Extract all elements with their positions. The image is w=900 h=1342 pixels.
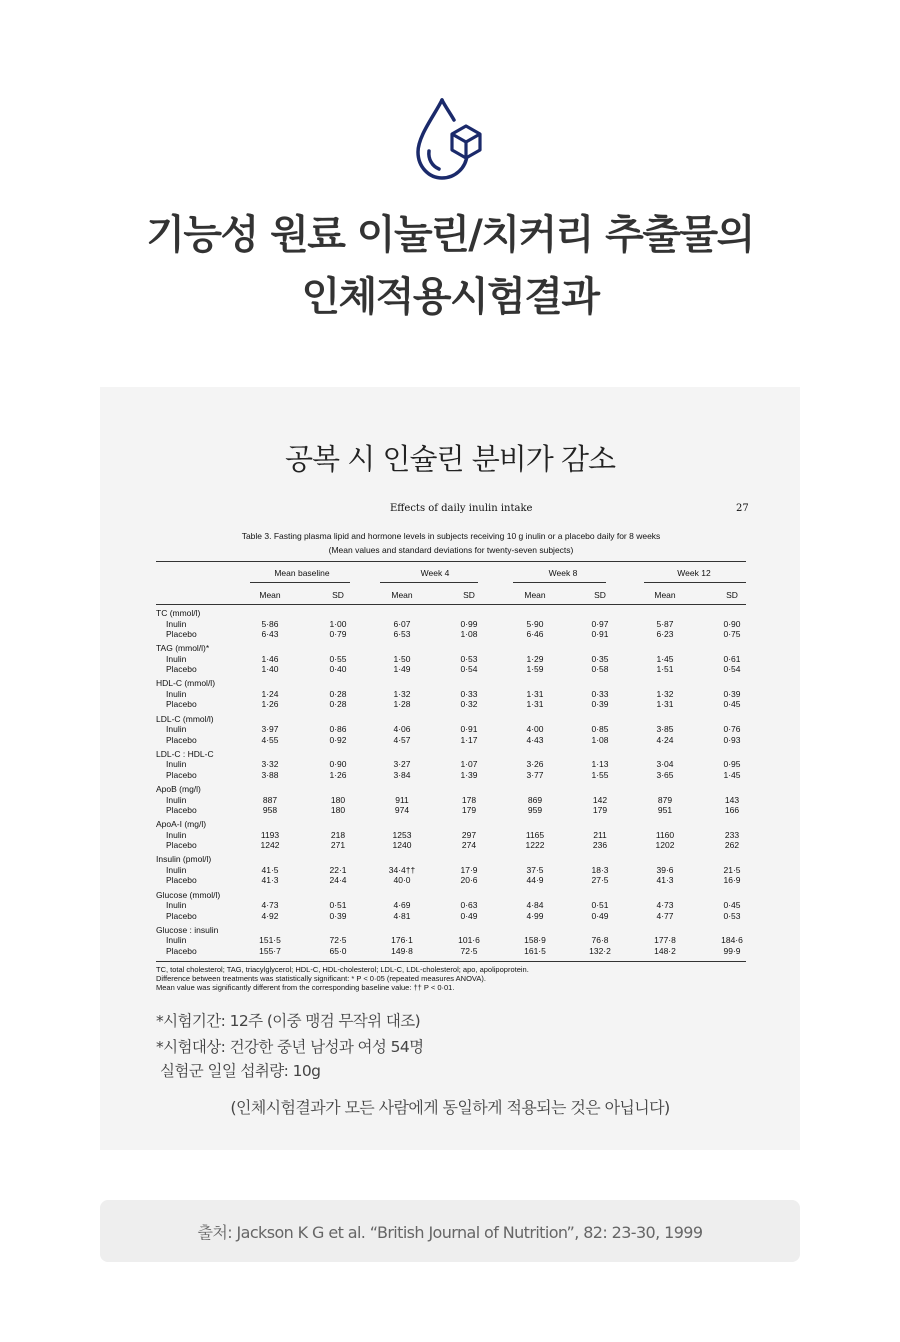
table-cell: 1·31 xyxy=(526,688,544,699)
row-label: Placebo xyxy=(166,840,197,851)
table-cell: 1·31 xyxy=(656,699,674,710)
table-cell: 0·51 xyxy=(591,900,609,911)
table-cell: 0·90 xyxy=(329,759,347,770)
table-cell: 1·40 xyxy=(261,664,279,675)
row-group-label: ApoA-I (mg/l) xyxy=(156,819,207,830)
table-cell: 4·81 xyxy=(393,910,411,921)
table-cell: 869 xyxy=(527,794,543,805)
table-cell: 1·26 xyxy=(329,769,347,780)
table-cell: 0·85 xyxy=(591,724,609,735)
row-group-label: TAG (mmol/l)* xyxy=(156,643,210,654)
table-cell: 4·69 xyxy=(393,900,411,911)
table-cell: 16·9 xyxy=(723,875,741,886)
table-cell: 1·17 xyxy=(460,734,478,745)
table-cell: 0·91 xyxy=(460,724,478,735)
footnote: Mean value was significantly different from the corresponding baseline value: †† P < 0·01. xyxy=(156,983,455,992)
row-label: Inulin xyxy=(166,653,187,664)
table-cell: 3·84 xyxy=(393,769,411,780)
group-header: Week 4 xyxy=(420,568,450,578)
row-label: Inulin xyxy=(166,935,187,946)
table-bottom-rule xyxy=(156,961,746,962)
table-cell: 0·39 xyxy=(329,910,347,921)
group-header: Week 8 xyxy=(548,568,578,578)
column-header: SD xyxy=(594,590,606,600)
row-group-label: Insulin (pmol/l) xyxy=(156,854,212,865)
paper-running-header: Effects of daily inulin intake xyxy=(390,503,533,514)
row-group-label: ApoB (mg/l) xyxy=(156,784,201,794)
table-cell: 0·28 xyxy=(329,688,347,699)
table-cell: 39·6 xyxy=(656,864,674,875)
table-cell: 0·90 xyxy=(723,618,741,629)
table-cell: 4·00 xyxy=(526,724,544,735)
table-cell: 1·49 xyxy=(393,664,411,675)
table-cell: 4·77 xyxy=(656,910,674,921)
row-label: Placebo xyxy=(166,875,197,886)
table-cell: 3·26 xyxy=(526,759,544,770)
table-cell: 4·84 xyxy=(526,900,544,911)
table-cell: 0·55 xyxy=(329,653,347,664)
source-box xyxy=(100,1200,800,1262)
group-rule xyxy=(380,582,478,583)
table-cell: 177·8 xyxy=(654,935,676,946)
table-cell: 151·5 xyxy=(259,935,281,946)
table-cell: 1·55 xyxy=(591,769,609,780)
table-cell: 233 xyxy=(724,829,740,840)
row-label: Placebo xyxy=(166,699,197,710)
table-cell: 4·73 xyxy=(261,900,279,911)
table-cell: 236 xyxy=(592,840,608,851)
table-cell: 887 xyxy=(262,794,278,805)
table-cell: 1·39 xyxy=(460,769,478,780)
row-group-label: TC (mmol/l) xyxy=(156,608,201,618)
row-label: Inulin xyxy=(166,794,187,805)
row-label: Inulin xyxy=(166,759,187,770)
daily-intake: 실험군 일일 섭취량: 10g xyxy=(160,1062,321,1080)
table-cell: 3·77 xyxy=(526,769,544,780)
table-cell: 21·5 xyxy=(723,864,741,875)
table-cell: 41·5 xyxy=(261,864,279,875)
table-cell: 4·73 xyxy=(656,900,674,911)
table-cell: 6·46 xyxy=(526,629,544,639)
disclaimer-text: (인체시험결과가 모든 사람에게 동일하게 적용되는 것은 아닙니다) xyxy=(230,1098,670,1117)
table-cell: 1·00 xyxy=(329,618,347,629)
table-cell: 1193 xyxy=(260,829,280,840)
table-cell: 158·9 xyxy=(524,935,546,946)
table-cell: 4·57 xyxy=(393,734,411,745)
table-cell: 3·65 xyxy=(656,769,674,780)
row-label: Inulin xyxy=(166,688,187,699)
row-group-label: Glucose (mmol/l) xyxy=(156,889,221,900)
table-cell: 149·8 xyxy=(391,945,413,956)
table-cell: 44·9 xyxy=(526,875,544,886)
table-cell: 0·76 xyxy=(723,724,741,735)
table-cell: 262 xyxy=(724,840,740,851)
table-cell: 1·32 xyxy=(656,688,674,699)
table-cell: 179 xyxy=(461,805,477,815)
table-cell: 143 xyxy=(724,794,740,805)
table-cell: 0·95 xyxy=(723,759,741,770)
table-cell: 0·45 xyxy=(723,699,741,710)
table-cell: 0·45 xyxy=(723,900,741,911)
table-cell: 0·99 xyxy=(460,618,478,629)
table-cell: 1·29 xyxy=(526,653,544,664)
table-cell: 0·63 xyxy=(460,900,478,911)
water-drop-cube-icon xyxy=(412,96,488,182)
column-header: Mean xyxy=(524,590,546,600)
table-cell: 6·23 xyxy=(656,629,674,639)
row-label: Placebo xyxy=(166,910,197,921)
table-cell: 911 xyxy=(395,794,409,805)
table-cell: 166 xyxy=(724,805,740,815)
table-cell: 4·24 xyxy=(656,734,674,745)
column-header: Mean xyxy=(654,590,676,600)
group-rule xyxy=(644,582,746,583)
row-group-label: LDL-C (mmol/l) xyxy=(156,713,214,724)
table-cell: 1·26 xyxy=(261,699,279,710)
study-subjects: *시험대상: 건강한 중년 남성과 여성 54명 xyxy=(156,1038,424,1056)
table-cell: 184·6 xyxy=(721,935,743,946)
table-cell: 41·3 xyxy=(656,875,674,886)
table-cell: 1·59 xyxy=(526,664,544,675)
page-title-line1: 기능성 원료 이눌린/치커리 추출물의 xyxy=(146,212,754,258)
row-group-label: LDL-C : HDL-C xyxy=(156,748,214,759)
table-cell: 17·9 xyxy=(460,864,478,875)
table-cell: 1·45 xyxy=(723,769,741,780)
table-cell: 0·51 xyxy=(329,900,347,911)
table-cell: 4·43 xyxy=(526,734,544,745)
table-cell: 1·24 xyxy=(261,688,279,699)
table-cell: 24·4 xyxy=(329,875,347,886)
page-title-line2: 인체적용시험결과 xyxy=(301,274,599,320)
row-label: Placebo xyxy=(166,769,197,780)
table-cell: 959 xyxy=(527,805,543,815)
table-cell: 0·75 xyxy=(723,629,741,639)
table-caption-subtitle: (Mean values and standard deviations for twenty-seven subjects) xyxy=(328,545,574,555)
table-cell: 3·04 xyxy=(656,759,674,770)
table-cell: 5·87 xyxy=(656,618,674,629)
table-cell: 5·90 xyxy=(526,618,544,629)
table-cell: 176·1 xyxy=(391,935,413,946)
table-cell: 0·33 xyxy=(591,688,609,699)
column-header: SD xyxy=(726,590,738,600)
table-cell: 0·53 xyxy=(460,653,478,664)
table-cell: 3·85 xyxy=(656,724,674,735)
table-cell: 155·7 xyxy=(259,945,281,956)
table-cell: 951 xyxy=(657,805,673,815)
table-cell: 3·97 xyxy=(261,724,279,735)
table-cell: 72·5 xyxy=(460,945,478,956)
table-cell: 1·31 xyxy=(526,699,544,710)
table-cell: 3·88 xyxy=(261,769,279,780)
footnote: Difference between treatments was statistically significant: * P < 0·05 (repeated measures ANOVA). xyxy=(156,974,486,983)
table-cell: 0·49 xyxy=(591,910,609,921)
column-header: Mean xyxy=(391,590,413,600)
table-cell: 271 xyxy=(330,840,346,851)
table-cell: 34·4†† xyxy=(388,864,416,875)
table-cell: 0·49 xyxy=(460,910,478,921)
table-cell: 0·53 xyxy=(723,910,741,921)
table-cell: 4·99 xyxy=(526,910,544,921)
table-cell: 0·39 xyxy=(591,699,609,710)
row-label: Placebo xyxy=(166,629,197,639)
column-header: SD xyxy=(463,590,475,600)
table-cell: 4·92 xyxy=(261,910,279,921)
table-cell: 101·6 xyxy=(458,935,480,946)
table-cell: 76·8 xyxy=(591,935,609,946)
column-header: Mean xyxy=(259,590,281,600)
table-cell: 0·58 xyxy=(591,664,609,675)
table-cell: 0·93 xyxy=(723,734,741,745)
group-header: Week 12 xyxy=(677,568,711,578)
table-cell: 1222 xyxy=(525,840,545,851)
table-cell: 1·28 xyxy=(393,699,411,710)
table-cell: 180 xyxy=(330,794,346,805)
group-rule xyxy=(513,582,606,583)
table-cell: 0·40 xyxy=(329,664,347,675)
table-cell: 3·27 xyxy=(393,759,411,770)
table-cell: 1·45 xyxy=(656,653,674,664)
table-cell: 1165 xyxy=(525,829,545,840)
row-label: Inulin xyxy=(166,900,187,911)
table-cell: 6·53 xyxy=(393,629,411,639)
table-cell: 218 xyxy=(330,829,346,840)
study-result-panel xyxy=(100,387,800,1150)
table-cell: 0·91 xyxy=(591,629,609,639)
study-period: *시험기간: 12주 (이중 맹검 무작위 대조) xyxy=(156,1012,421,1030)
table-cell: 274 xyxy=(461,840,477,851)
table-cell: 0·32 xyxy=(460,699,478,710)
table-cell: 1·13 xyxy=(591,759,609,770)
table-cell: 1·50 xyxy=(393,653,411,664)
table-cell: 0·39 xyxy=(723,688,741,699)
table-cell: 1160 xyxy=(655,829,675,840)
table-cell: 5·86 xyxy=(261,618,279,629)
source-citation: 출처: Jackson K G et al. “British Journal of Nutrition”, 82: 23-30, 1999 xyxy=(197,1223,703,1242)
table-cell: 958 xyxy=(262,805,278,815)
row-label: Placebo xyxy=(166,734,197,745)
table-cell: 179 xyxy=(592,805,608,815)
row-label: Inulin xyxy=(166,864,187,875)
table-cell: 1·32 xyxy=(393,688,411,699)
table-cell: 1242 xyxy=(260,840,280,851)
table-cell: 37·5 xyxy=(526,864,544,875)
table-cell: 132·2 xyxy=(589,945,611,956)
row-label: Placebo xyxy=(166,805,197,815)
table-cell: 72·5 xyxy=(329,935,347,946)
table-cell: 1·51 xyxy=(656,664,674,675)
table-cell: 1253 xyxy=(392,829,412,840)
table-cell: 27·5 xyxy=(591,875,609,886)
table-cell: 6·07 xyxy=(393,618,411,629)
column-header: SD xyxy=(332,590,344,600)
table-cell: 99·9 xyxy=(723,945,741,956)
table-cell: 0·33 xyxy=(460,688,478,699)
table-cell: 6·43 xyxy=(261,629,279,639)
table-cell: 161·5 xyxy=(524,945,546,956)
table-cell: 0·28 xyxy=(329,699,347,710)
table-cell: 0·54 xyxy=(460,664,478,675)
table-cell: 1·08 xyxy=(591,734,609,745)
row-label: Placebo xyxy=(166,945,197,956)
table-cell: 65·0 xyxy=(329,945,347,956)
table-cell: 1·46 xyxy=(261,653,279,664)
table-top-rule xyxy=(156,561,746,562)
table-cell: 211 xyxy=(593,829,607,840)
table-cell: 0·35 xyxy=(591,653,609,664)
table-cell: 20·6 xyxy=(460,875,478,886)
table-cell: 974 xyxy=(394,805,410,815)
table-cell: 22·1 xyxy=(329,864,347,875)
table-caption: Table 3. Fasting plasma lipid and hormone levels in subjects receiving 10 g inulin or a placebo daily for 8 weeks xyxy=(241,531,661,541)
table-cell: 0·79 xyxy=(329,629,347,639)
paper-page-number: 27 xyxy=(736,503,749,514)
row-label: Inulin xyxy=(166,618,187,629)
row-group-label: Glucose : insulin xyxy=(156,924,219,935)
row-group-label: HDL-C (mmol/l) xyxy=(156,678,216,689)
table-cell: 148·2 xyxy=(654,945,676,956)
row-label: Placebo xyxy=(166,664,197,675)
table-cell: 1202 xyxy=(655,840,675,851)
group-rule xyxy=(250,582,350,583)
table-cell: 879 xyxy=(657,794,673,805)
table-cell: 297 xyxy=(461,829,477,840)
table-cell: 1240 xyxy=(392,840,412,851)
table-cell: 3·32 xyxy=(261,759,279,770)
table-cell: 1·08 xyxy=(460,629,478,639)
table-cell: 4·06 xyxy=(393,724,411,735)
table-cell: 180 xyxy=(330,805,346,815)
table-cell: 142 xyxy=(592,794,608,805)
row-label: Inulin xyxy=(166,829,187,840)
table-cell: 4·55 xyxy=(261,734,279,745)
table-cell: 0·54 xyxy=(723,664,741,675)
table-cell: 0·86 xyxy=(329,724,347,735)
table-cell: 41·3 xyxy=(261,875,279,886)
group-header: Mean baseline xyxy=(274,568,330,578)
table-cell: 1·07 xyxy=(460,759,478,770)
table-cell: 18·3 xyxy=(591,864,609,875)
table-cell: 0·61 xyxy=(723,653,741,664)
panel-title: 공복 시 인슐린 분비가 감소 xyxy=(284,442,616,476)
table-cell: 40·0 xyxy=(393,875,411,886)
table-cell: 178 xyxy=(461,794,477,805)
table-header-rule xyxy=(156,604,746,605)
table-cell: 0·97 xyxy=(591,618,609,629)
table-cell: 0·92 xyxy=(329,734,347,745)
row-label: Inulin xyxy=(166,724,187,735)
footnote: TC, total cholesterol; TAG, triacylglycerol; HDL-C, HDL-cholesterol; LDL-C, LDL-cholesterol; apo, apolipoprotein. xyxy=(156,965,529,974)
